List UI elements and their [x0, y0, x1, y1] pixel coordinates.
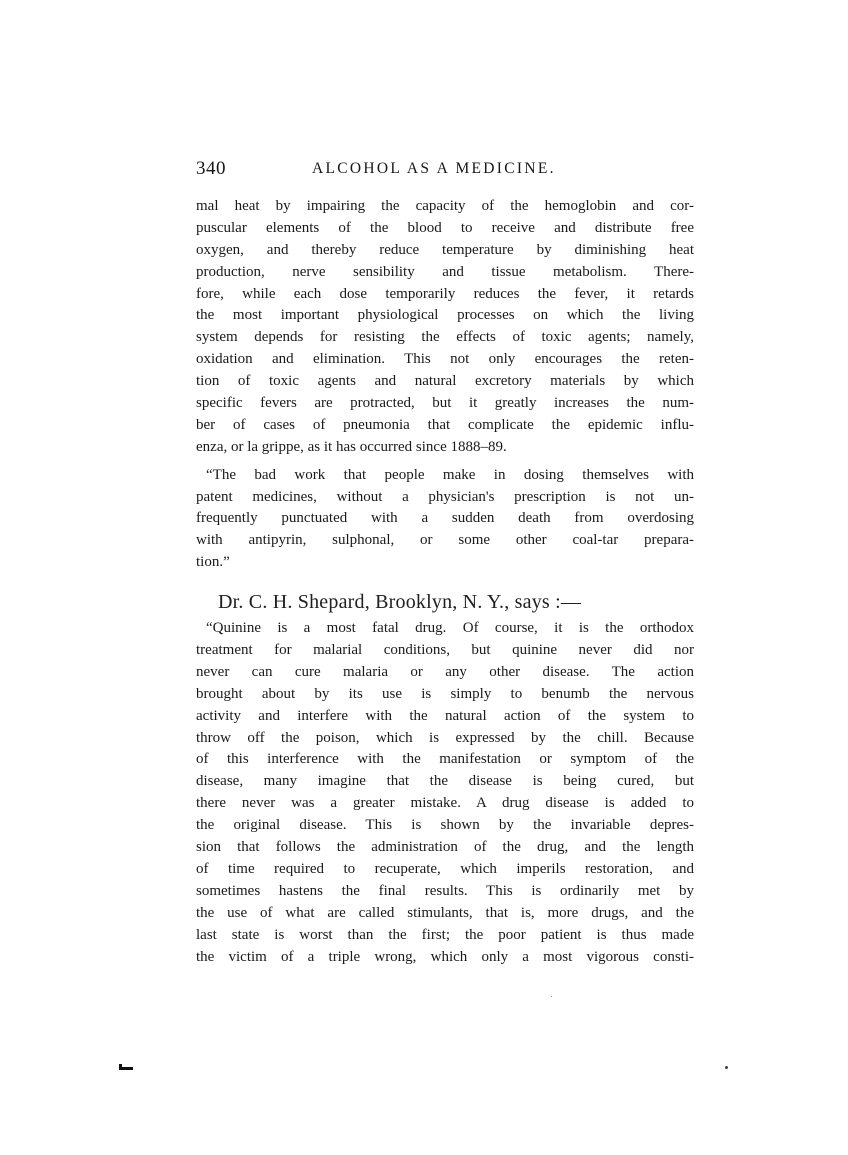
quote-paragraph	[196, 618, 694, 968]
text-line: treatment for malarial conditions, but quinine never did nor	[196, 642, 694, 659]
section-subheading: Dr. C. H. Shepard, Brooklyn, N. Y., says :—	[218, 591, 582, 614]
page-header	[196, 158, 694, 184]
text-line: fore, while each dose temporarily reduces the fever, it retards	[196, 285, 694, 302]
text-line: ber of cases of pneumonia that complicate the epidemic influ-	[196, 416, 694, 433]
quote-paragraph	[196, 465, 694, 574]
text-line: sometimes hastens the final results. This is ordinarily met by	[196, 882, 694, 899]
text-line: of this interference with the manifestation or symptom of the	[196, 751, 694, 768]
text-line: specific fevers are protracted, but it greatly increases the num-	[196, 395, 694, 412]
text-line: oxidation and elimination. This not only encourages the reten-	[196, 351, 694, 368]
text-line: oxygen, and thereby reduce temperature by diminishing heat	[196, 241, 694, 258]
text-line: brought about by its use is simply to benumb the nervous	[196, 685, 694, 702]
text-line: production, nerve sensibility and tissue metabolism. There-	[196, 263, 694, 280]
text-line: the original disease. This is shown by the invariable depres-	[196, 817, 694, 834]
text-line: activity and interfere with the natural action of the system to	[196, 707, 694, 724]
text-line: there never was a greater mistake. A drug disease is added to	[196, 795, 694, 812]
text-line: system depends for resisting the effects of toxic agents; namely,	[196, 329, 694, 346]
page-body	[196, 196, 694, 968]
text-line: the use of what are called stimulants, that is, more drugs, and the	[196, 904, 694, 921]
text-line: throw off the poison, which is expressed by the chill. Because	[196, 729, 694, 746]
text-line: with antipyrin, sulphonal, or some other coal-tar prepara-	[196, 532, 694, 549]
text-line: last state is worst than the first; the poor patient is thus made	[196, 926, 694, 943]
text-line: mal heat by impairing the capacity of the hemoglobin and cor-	[196, 198, 694, 214]
text-line: disease, many imagine that the disease is being cured, but	[196, 773, 694, 790]
text-line: of time required to recuperate, which imperils restoration, and	[196, 860, 694, 877]
text-line: never can cure malaria or any other disease. The action	[196, 663, 694, 680]
text-line: “The bad work that people make in dosing themselves with	[206, 466, 694, 483]
paragraph-continued	[196, 196, 694, 459]
text-line: tion.”	[196, 554, 230, 571]
running-title: ALCOHOL AS A MEDICINE.	[312, 160, 556, 177]
text-line: the most important physiological processes on which the living	[196, 307, 694, 324]
text-line: the victim of a triple wrong, which only a most vigorous consti-	[196, 948, 694, 965]
text-line: tion of toxic agents and natural excretory materials by which	[196, 373, 694, 390]
text-line: frequently punctuated with a sudden death from overdosing	[196, 510, 694, 527]
text-line: puscular elements of the blood to receive and distribute free	[196, 219, 694, 236]
text-line: sion that follows the administration of the drug, and the length	[196, 839, 694, 856]
scan-dot-icon	[725, 1066, 728, 1069]
page-number: 340	[196, 158, 226, 179]
text-line: enza, or la grippe, as it has occurred since 1888–89.	[196, 438, 507, 455]
scan-speck	[551, 996, 552, 997]
text-line: “Quinine is a most fatal drug. Of course, it is the orthodox	[206, 620, 694, 637]
text-line: patent medicines, without a physician's prescription is not un-	[196, 488, 694, 505]
scan-mark-icon	[119, 1064, 133, 1070]
